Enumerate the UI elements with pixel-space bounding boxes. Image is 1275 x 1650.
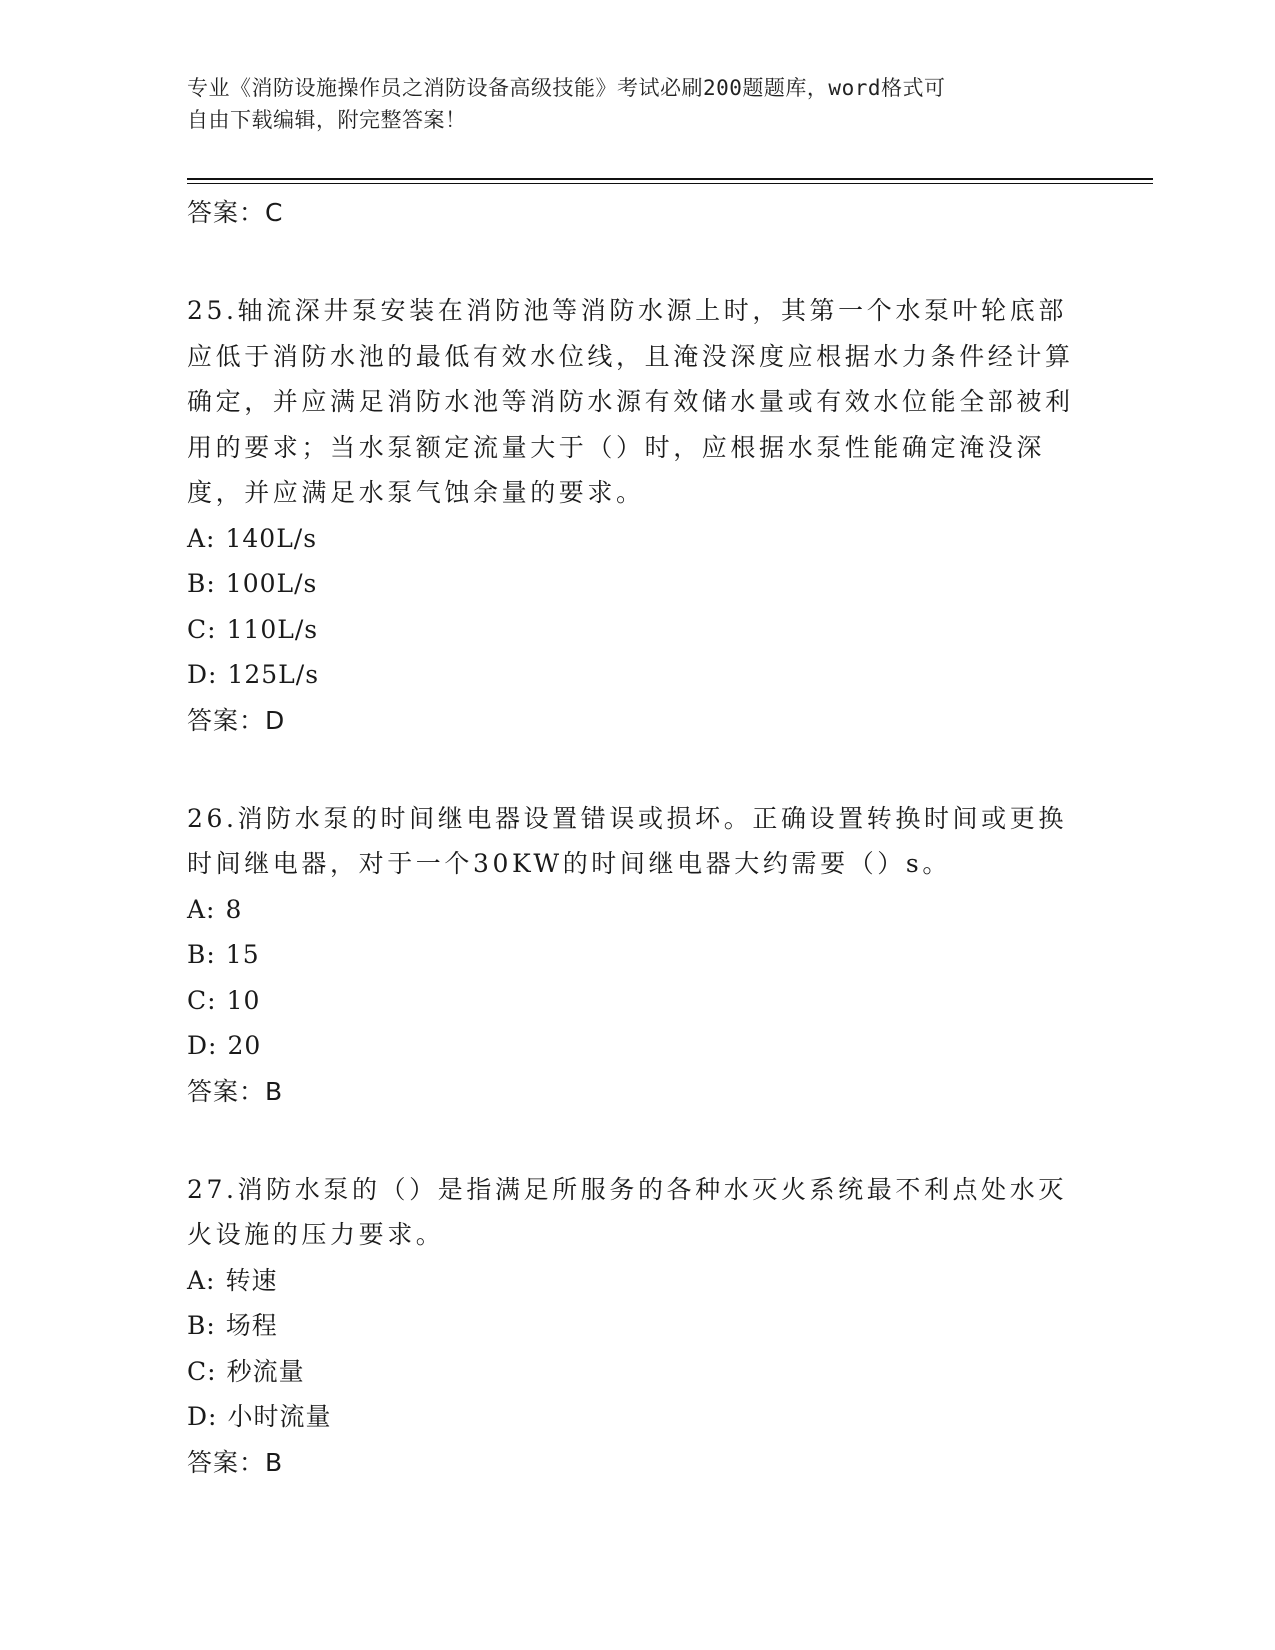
option-value: 场程: [225, 1311, 278, 1340]
spacer: [187, 1115, 1087, 1167]
option-b: [187, 932, 1087, 978]
answer-line: 答案：B: [187, 1076, 284, 1106]
option-label: D:: [187, 1031, 218, 1060]
option-label: B:: [187, 940, 216, 969]
option-a: [187, 516, 1087, 562]
question-block: [187, 1167, 1087, 1486]
option-b: [187, 1303, 1087, 1349]
option-d: [187, 1023, 1087, 1069]
option-value: 15: [225, 940, 260, 969]
option-label: B:: [187, 569, 216, 598]
header-line-2: 自由下载编辑，附完整答案！: [187, 108, 467, 132]
option-value: 秒流量: [226, 1356, 305, 1386]
option-c: [187, 607, 1087, 653]
option-value: 10: [226, 985, 261, 1015]
option-c: [187, 1349, 1087, 1395]
question-text: 26.消防水泵的时间继电器设置错误或损坏。正确设置转换时间或更换时间继电器，对于一个30KW的时间继电器大约需要（）s。: [187, 803, 1067, 878]
option-label: D:: [187, 660, 218, 689]
option-label: D:: [187, 1402, 218, 1431]
spacer: [187, 744, 1087, 796]
option-value: 110L/s: [226, 614, 319, 644]
option-label: C:: [187, 1356, 217, 1386]
option-value: 20: [227, 1031, 262, 1060]
question-list: [187, 190, 1087, 1486]
option-value: 140L/s: [225, 523, 318, 553]
answer-line: 答案：D: [187, 705, 286, 735]
option-a: [187, 1258, 1087, 1304]
option-label: A:: [187, 523, 216, 553]
option-value: 小时流量: [227, 1402, 332, 1431]
option-label: C:: [187, 985, 217, 1015]
question-text: 25.轴流深井泵安装在消防池等消防水源上时，其第一个水泵叶轮底部应低于消防水池的最低有效水位线，且淹没深度应根据水力条件经计算确定，并应满足消防水池等消防水源有效储水量或有效水位能全部被利用的要求；当水泵额定流量大于（）时，应根据水泵性能确定淹没深度，并应满足水泵气蚀余量的要求。: [187, 296, 1074, 507]
header-line-1: 专业《消防设施操作员之消防设备高级技能》考试必刷200题题库，word格式可: [187, 76, 946, 100]
question-block: [187, 288, 1087, 744]
option-label: A:: [187, 894, 216, 924]
option-a: [187, 887, 1087, 933]
option-d: [187, 1394, 1087, 1440]
header-divider-thin: [187, 183, 1153, 184]
option-value: 转速: [225, 1265, 278, 1295]
option-label: B:: [187, 1311, 216, 1340]
option-label: C:: [187, 614, 217, 644]
previous-answer: 答案：C: [187, 198, 284, 227]
question-block: [187, 796, 1087, 1115]
question-text: 27.消防水泵的（）是指满足所服务的各种水灭火系统最不利点处水灭火设施的压力要求。: [187, 1174, 1067, 1249]
option-value: 125L/s: [227, 660, 320, 689]
spacer: [187, 236, 1087, 288]
option-b: [187, 561, 1087, 607]
header-divider-thick: [187, 178, 1153, 180]
answer-line: 答案：B: [187, 1447, 284, 1477]
option-label: A:: [187, 1265, 216, 1295]
document-header: [187, 72, 1067, 136]
option-value: 8: [225, 894, 243, 924]
option-c: [187, 978, 1087, 1024]
option-value: 100L/s: [225, 569, 318, 598]
option-d: [187, 652, 1087, 698]
